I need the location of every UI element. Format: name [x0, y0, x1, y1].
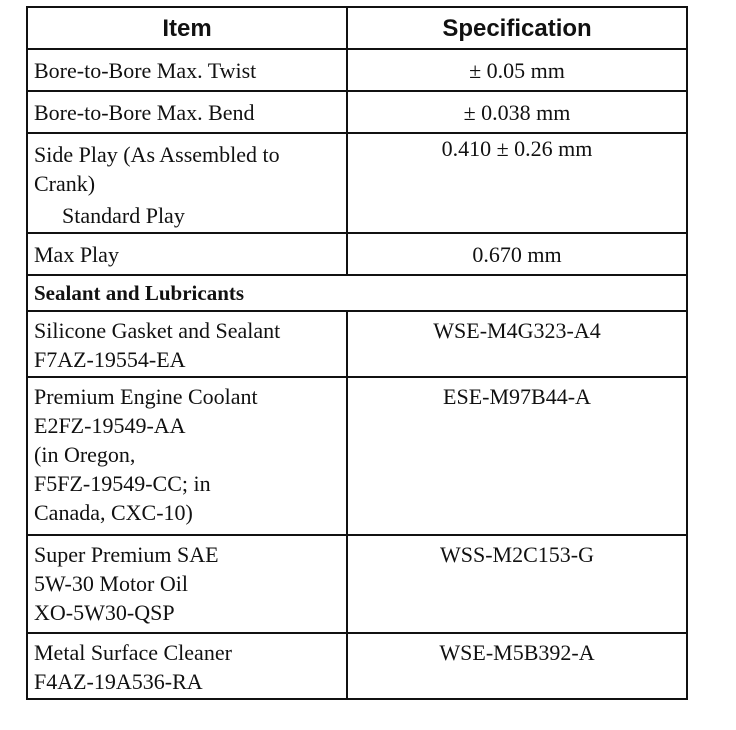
spec-cell: WSE-M5B392-A	[347, 633, 687, 699]
item-cell	[27, 377, 347, 535]
item-line: Metal Surface Cleaner	[34, 640, 232, 665]
item-line: E2FZ-19549-AA	[34, 413, 186, 438]
table-row	[27, 49, 687, 91]
item-cell	[27, 133, 347, 233]
item-cell	[27, 535, 347, 633]
table-row	[27, 633, 687, 699]
spec-cell: ± 0.038 mm	[347, 91, 687, 133]
table-row	[27, 377, 687, 535]
spec-cell: ESE-M97B44-A	[347, 377, 687, 535]
item-line: Super Premium SAE	[34, 542, 219, 567]
table-row	[27, 535, 687, 633]
table-row	[27, 133, 687, 233]
item-line: XO-5W30-QSP	[34, 600, 175, 625]
item-line: 5W-30 Motor Oil	[34, 571, 188, 596]
header-specification: Specification	[347, 7, 687, 49]
table-row	[27, 91, 687, 133]
item-line: (in Oregon,	[34, 442, 136, 467]
table-row	[27, 311, 687, 377]
item-cell	[27, 633, 347, 699]
item-cell: Bore-to-Bore Max. Bend	[27, 91, 347, 133]
spec-cell: 0.410 ± 0.26 mm	[347, 133, 687, 233]
item-line: F4AZ-19A536-RA	[34, 669, 203, 694]
header-item: Item	[27, 7, 347, 49]
item-line: F5FZ-19549-CC; in	[34, 471, 211, 496]
table-header-row	[27, 7, 687, 49]
item-line: Premium Engine Coolant	[34, 384, 258, 409]
section-title: Sealant and Lubricants	[27, 275, 687, 311]
spec-cell: WSE-M4G323-A4	[347, 311, 687, 377]
item-cell	[27, 311, 347, 377]
table-row	[27, 233, 687, 275]
item-subitem: Standard Play	[62, 203, 185, 228]
item-cell: Max Play	[27, 233, 347, 275]
item-line: F7AZ-19554-EA	[34, 347, 186, 372]
section-row	[27, 275, 687, 311]
item-cell: Bore-to-Bore Max. Twist	[27, 49, 347, 91]
item-group-heading: Side Play (As Assembled to Crank)	[34, 142, 280, 196]
item-line: Canada, CXC-10)	[34, 500, 193, 525]
item-line: Silicone Gasket and Sealant	[34, 318, 281, 343]
specification-table	[26, 6, 688, 700]
spec-cell: ± 0.05 mm	[347, 49, 687, 91]
spec-cell: WSS-M2C153-G	[347, 535, 687, 633]
spec-cell: 0.670 mm	[347, 233, 687, 275]
